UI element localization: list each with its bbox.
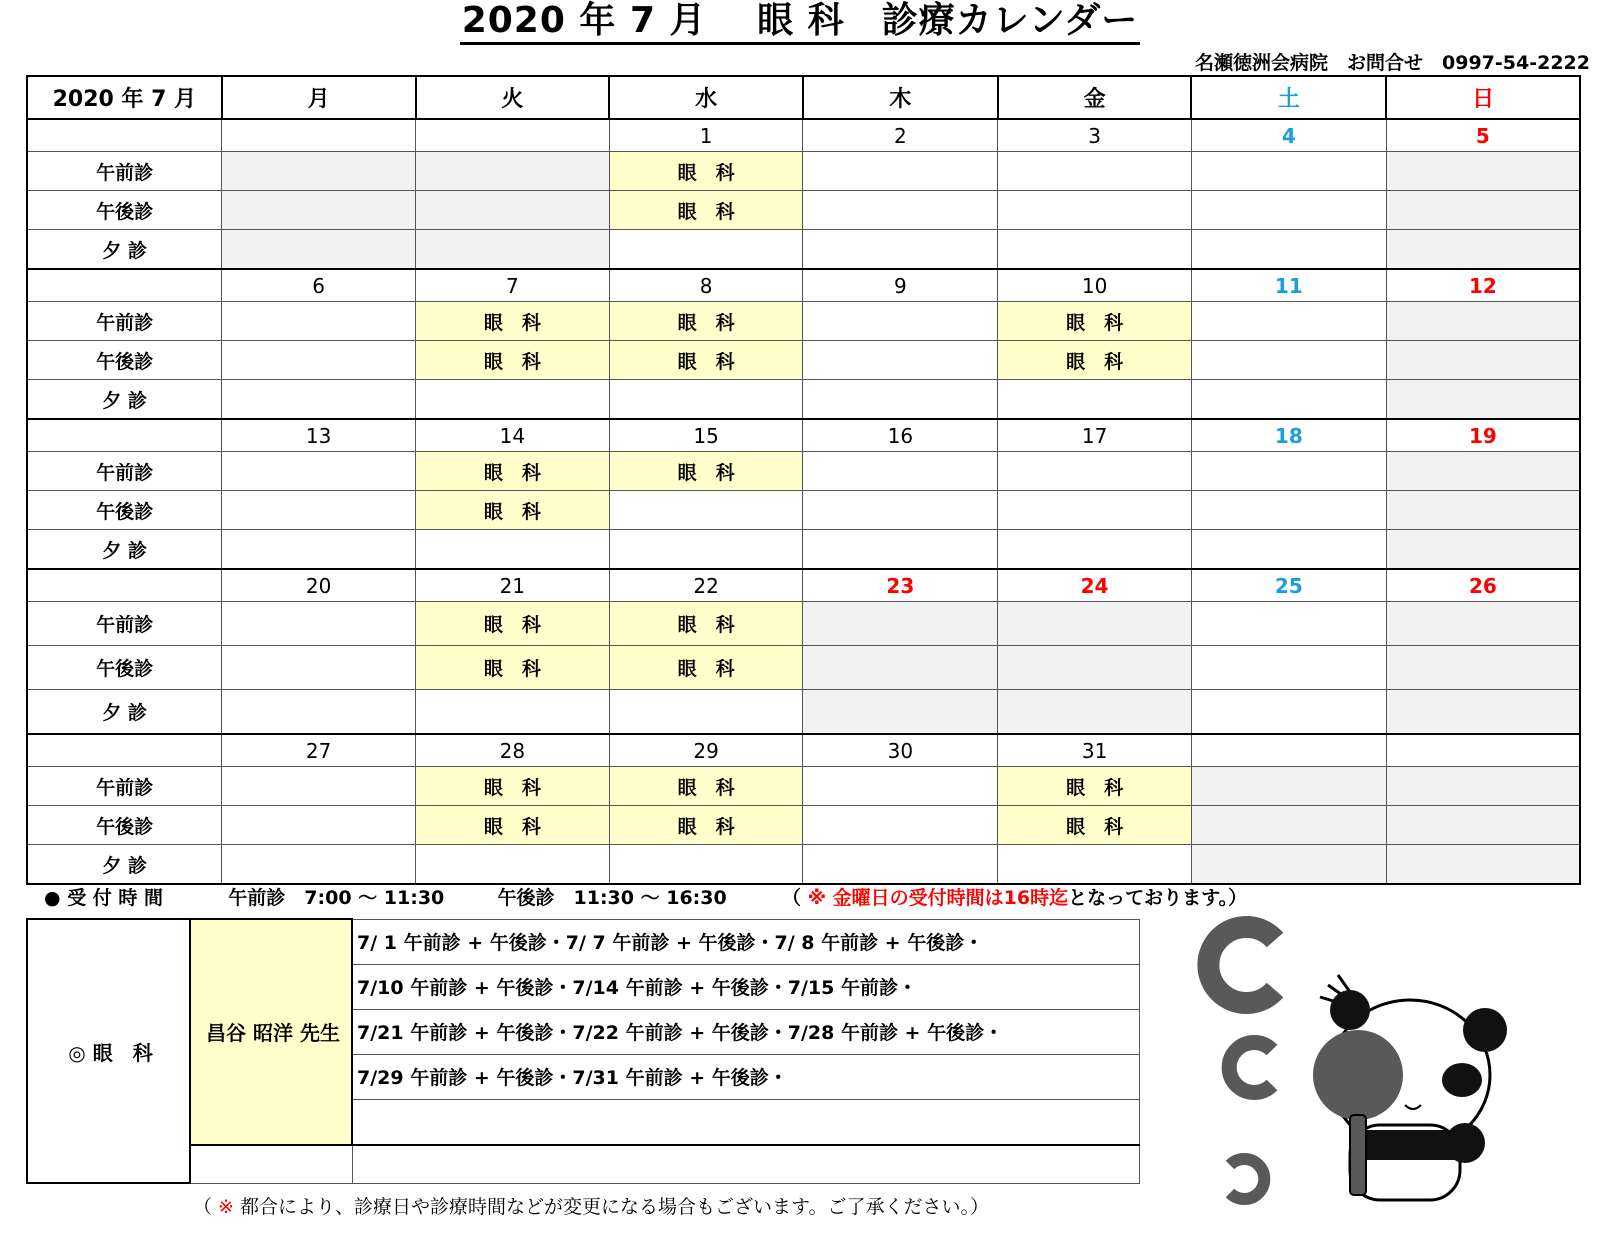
weekday-header: 土 [1191, 76, 1386, 119]
calendar-table [26, 75, 1581, 885]
slot-cell [1386, 491, 1580, 530]
schedule-table [26, 918, 1140, 1184]
schedule-line [352, 1099, 1139, 1145]
slot-cell [803, 602, 998, 646]
hours-am: 午前診 7:00 ～ 11:30 [228, 887, 445, 909]
date-cell: 6 [222, 269, 416, 302]
slot-label: 午前診 [27, 602, 222, 646]
week-date-row [27, 734, 1580, 767]
slot-row [27, 602, 1580, 646]
slot-cell: 眼 科 [416, 491, 610, 530]
slot-label: 午前診 [27, 302, 222, 341]
slot-cell [1386, 380, 1580, 420]
date-cell: 31 [998, 734, 1192, 767]
slot-cell [998, 530, 1192, 570]
slot-cell [1386, 152, 1580, 191]
slot-cell [803, 845, 998, 885]
slot-cell [803, 491, 998, 530]
slot-cell [1191, 690, 1386, 735]
slot-row [27, 845, 1580, 885]
slot-cell [1386, 845, 1580, 885]
week-date-row [27, 569, 1580, 602]
date-cell: 9 [803, 269, 998, 302]
slot-cell [416, 690, 610, 735]
slot-cell [803, 690, 998, 735]
date-cell: 25 [1191, 569, 1386, 602]
footnote-mark: ※ [218, 1196, 234, 1218]
schedule-line: 7/21 午前診 + 午後診・7/22 午前診 + 午後診・7/28 午前診 + 午後診・ [352, 1009, 1139, 1054]
slot-cell [1191, 845, 1386, 885]
slot-cell [416, 191, 610, 230]
slot-cell [998, 845, 1192, 885]
slot-cell [803, 302, 998, 341]
slot-row [27, 530, 1580, 570]
landolt-ring-icon [1208, 927, 1275, 1199]
page-title: 2020 年 7 月 眼 科 診療カレンダー [460, 0, 1141, 45]
slot-cell: 眼 科 [416, 452, 610, 491]
slot-cell [609, 845, 803, 885]
slot-cell [222, 302, 416, 341]
hours-note-rest: となっております。） [1068, 887, 1248, 909]
date-cell: 15 [609, 419, 803, 452]
slot-row [27, 491, 1580, 530]
slot-cell [803, 806, 998, 845]
row-label-empty [27, 419, 222, 452]
calendar-month-label: 2020 年 7 月 [27, 76, 222, 119]
date-cell: 5 [1386, 119, 1580, 152]
slot-cell [1191, 767, 1386, 806]
slot-cell: 眼 科 [609, 767, 803, 806]
slot-cell [1191, 152, 1386, 191]
slot-row [27, 646, 1580, 690]
slot-row [27, 302, 1580, 341]
date-cell: 19 [1386, 419, 1580, 452]
date-cell: 29 [609, 734, 803, 767]
date-cell: 14 [416, 419, 610, 452]
date-cell: 20 [222, 569, 416, 602]
hours-label: ● 受 付 時 間 [44, 887, 164, 909]
date-cell: 24 [998, 569, 1192, 602]
slot-cell [222, 341, 416, 380]
slot-label: 夕 診 [27, 380, 222, 420]
page-title-wrap [0, 0, 1600, 52]
slot-cell [1191, 646, 1386, 690]
hours-note-open: （ [781, 887, 808, 909]
schedule-line: 7/ 1 午前診 + 午後診・7/ 7 午前診 + 午後診・7/ 8 午前診 + 午後診・ [352, 919, 1139, 964]
slot-label: 午後診 [27, 191, 222, 230]
slot-row [27, 452, 1580, 491]
slot-cell [222, 230, 416, 270]
slot-cell [1191, 191, 1386, 230]
row-label-empty [27, 734, 222, 767]
slot-label: 午後診 [27, 806, 222, 845]
slot-cell [416, 230, 610, 270]
contact-info: 名瀬徳洲会病院 お問合せ 0997-54-2222 [1195, 52, 1590, 74]
slot-cell [609, 380, 803, 420]
date-cell: 16 [803, 419, 998, 452]
schedule-line [352, 1145, 1139, 1184]
footnote-text: 都合により、診療日や診療時間などが変更になる場合もございます。ご了承ください。） [233, 1196, 989, 1218]
slot-label: 夕 診 [27, 530, 222, 570]
slot-row [27, 806, 1580, 845]
slot-cell: 眼 科 [998, 341, 1192, 380]
slot-row [27, 767, 1580, 806]
slot-cell [222, 806, 416, 845]
slot-cell [998, 380, 1192, 420]
slot-cell [416, 380, 610, 420]
slot-cell: 眼 科 [609, 341, 803, 380]
date-cell: 12 [1386, 269, 1580, 302]
slot-cell [998, 602, 1192, 646]
slot-cell [998, 646, 1192, 690]
slot-cell [1191, 230, 1386, 270]
date-cell: 4 [1191, 119, 1386, 152]
slot-cell [1386, 646, 1580, 690]
schedule-department: ◎ 眼 科 [27, 919, 190, 1183]
date-cell: 8 [609, 269, 803, 302]
slot-cell [609, 530, 803, 570]
date-cell [416, 119, 610, 152]
slot-cell [222, 152, 416, 191]
week-date-row [27, 419, 1580, 452]
weekday-header: 水 [609, 76, 803, 119]
date-cell: 26 [1386, 569, 1580, 602]
slot-label: 夕 診 [27, 690, 222, 735]
slot-cell [1386, 191, 1580, 230]
slot-cell: 眼 科 [998, 806, 1192, 845]
weekday-header: 月 [222, 76, 416, 119]
slot-cell [803, 452, 998, 491]
slot-label: 午後診 [27, 491, 222, 530]
slot-cell [1386, 690, 1580, 735]
slot-cell [222, 491, 416, 530]
date-cell: 11 [1191, 269, 1386, 302]
slot-cell: 眼 科 [609, 806, 803, 845]
slot-cell: 眼 科 [416, 341, 610, 380]
slot-cell [803, 530, 998, 570]
slot-cell: 眼 科 [416, 646, 610, 690]
date-cell: 18 [1191, 419, 1386, 452]
slot-cell: 眼 科 [416, 806, 610, 845]
slot-cell [803, 341, 998, 380]
slot-cell [998, 152, 1192, 191]
slot-cell [222, 191, 416, 230]
slot-label: 午前診 [27, 452, 222, 491]
slot-cell: 眼 科 [416, 602, 610, 646]
reception-hours [44, 883, 1247, 910]
date-cell: 2 [803, 119, 998, 152]
slot-cell [1191, 602, 1386, 646]
slot-cell [1386, 767, 1580, 806]
slot-cell [1191, 341, 1386, 380]
slot-row [27, 380, 1580, 420]
date-cell [1386, 734, 1580, 767]
slot-cell: 眼 科 [998, 767, 1192, 806]
slot-row [27, 230, 1580, 270]
slot-cell [222, 530, 416, 570]
slot-cell: 眼 科 [416, 302, 610, 341]
week-date-row [27, 269, 1580, 302]
weekday-header: 日 [1386, 76, 1580, 119]
slot-cell [803, 380, 998, 420]
slot-cell [222, 452, 416, 491]
slot-cell [1191, 530, 1386, 570]
slot-cell: 眼 科 [609, 191, 803, 230]
week-date-row [27, 119, 1580, 152]
date-cell: 17 [998, 419, 1192, 452]
slot-cell [1191, 491, 1386, 530]
date-cell: 13 [222, 419, 416, 452]
slot-cell [998, 491, 1192, 530]
schedule-line: 7/10 午前診 + 午後診・7/14 午前診 + 午後診・7/15 午前診・ [352, 964, 1139, 1009]
slot-cell [609, 230, 803, 270]
calendar-header-row [27, 76, 1580, 119]
schedule-doctor-empty [190, 1145, 352, 1184]
slot-cell: 眼 科 [609, 452, 803, 491]
slot-cell [1191, 302, 1386, 341]
slot-cell: 眼 科 [416, 767, 610, 806]
schedule-doctor: 昌谷 昭洋 先生 [190, 919, 352, 1145]
slot-label: 夕 診 [27, 230, 222, 270]
slot-cell [998, 452, 1192, 491]
slot-cell [803, 230, 998, 270]
row-label-empty [27, 269, 222, 302]
slot-cell: 眼 科 [998, 302, 1192, 341]
slot-row [27, 191, 1580, 230]
slot-cell [222, 690, 416, 735]
slot-cell: 眼 科 [609, 602, 803, 646]
date-cell: 22 [609, 569, 803, 602]
slot-label: 夕 診 [27, 845, 222, 885]
slot-cell [416, 845, 610, 885]
slot-cell [998, 230, 1192, 270]
date-cell: 28 [416, 734, 610, 767]
slot-cell [803, 767, 998, 806]
date-cell: 3 [998, 119, 1192, 152]
slot-cell [998, 690, 1192, 735]
date-cell: 30 [803, 734, 998, 767]
slot-cell [222, 767, 416, 806]
slot-label: 午後診 [27, 646, 222, 690]
slot-cell [1386, 602, 1580, 646]
slot-cell [1386, 341, 1580, 380]
slot-cell: 眼 科 [609, 646, 803, 690]
slot-cell [1386, 230, 1580, 270]
slot-cell [803, 646, 998, 690]
schedule-line: 7/29 午前診 + 午後診・7/31 午前診 + 午後診・ [352, 1054, 1139, 1099]
slot-cell [609, 491, 803, 530]
slot-cell [416, 530, 610, 570]
slot-cell [416, 152, 610, 191]
date-cell [222, 119, 416, 152]
slot-cell [998, 191, 1192, 230]
weekday-header: 金 [998, 76, 1192, 119]
row-label-empty [27, 569, 222, 602]
panda-eye-test-illustration [1180, 915, 1520, 1215]
row-label-empty [27, 119, 222, 152]
slot-cell [1191, 452, 1386, 491]
slot-cell [222, 602, 416, 646]
slot-cell [1386, 302, 1580, 341]
footnote-open: （ [193, 1196, 219, 1218]
slot-label: 午前診 [27, 767, 222, 806]
slot-label: 午前診 [27, 152, 222, 191]
slot-cell [803, 152, 998, 191]
weekday-header: 火 [416, 76, 610, 119]
footnote [193, 1192, 989, 1219]
slot-cell [222, 380, 416, 420]
slot-label: 午後診 [27, 341, 222, 380]
slot-cell [609, 690, 803, 735]
weekday-header: 木 [803, 76, 998, 119]
date-cell: 10 [998, 269, 1192, 302]
slot-cell: 眼 科 [609, 302, 803, 341]
slot-cell [1386, 806, 1580, 845]
slot-row [27, 341, 1580, 380]
date-cell: 21 [416, 569, 610, 602]
hours-note-red: ※ 金曜日の受付時間は16時迄 [807, 887, 1069, 909]
slot-row [27, 690, 1580, 735]
date-cell: 27 [222, 734, 416, 767]
slot-cell [222, 845, 416, 885]
date-cell: 23 [803, 569, 998, 602]
slot-cell [1386, 530, 1580, 570]
date-cell: 1 [609, 119, 803, 152]
date-cell: 7 [416, 269, 610, 302]
slot-cell: 眼 科 [609, 152, 803, 191]
date-cell [1191, 734, 1386, 767]
slot-cell [803, 191, 998, 230]
slot-cell [1191, 380, 1386, 420]
slot-cell [1191, 806, 1386, 845]
slot-row [27, 152, 1580, 191]
hours-pm: 午後診 11:30 ～ 16:30 [497, 887, 727, 909]
slot-cell [222, 646, 416, 690]
slot-cell [1386, 452, 1580, 491]
panda-icon [1313, 975, 1507, 1200]
